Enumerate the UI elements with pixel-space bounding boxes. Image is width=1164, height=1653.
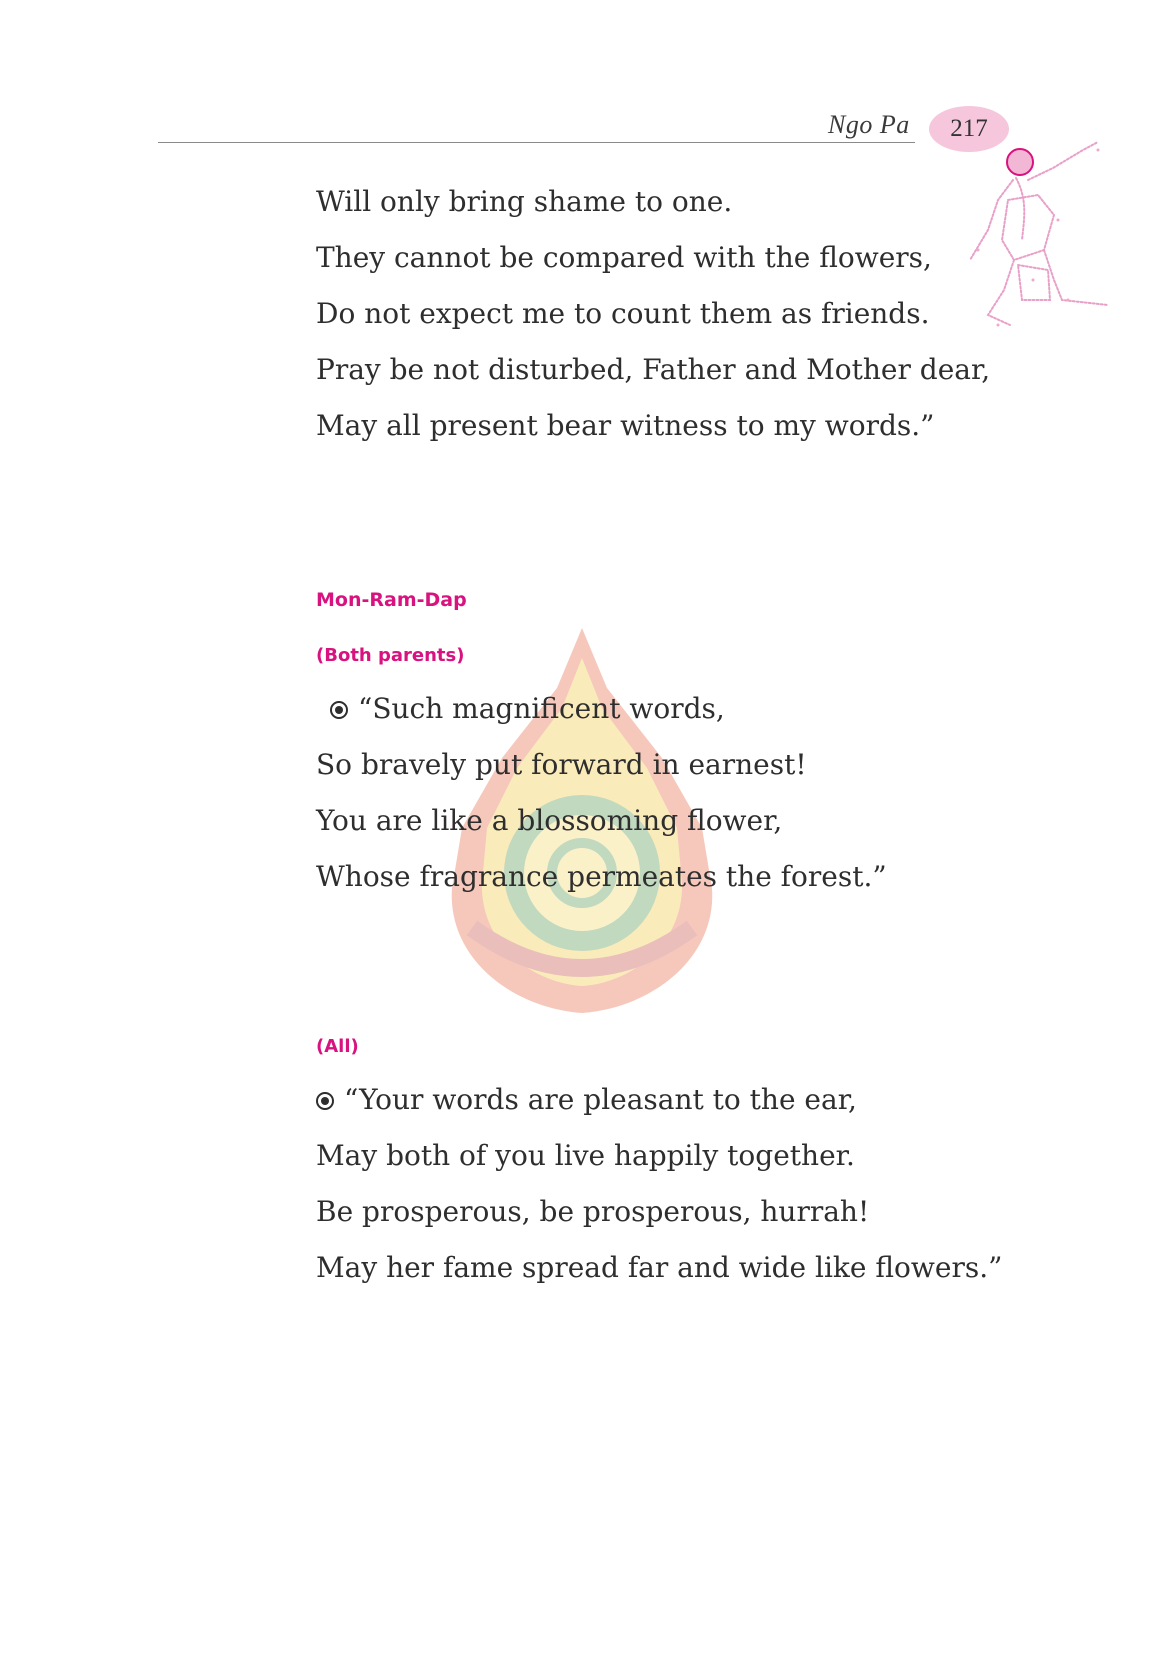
verse-line	[316, 1083, 857, 1117]
verse-line-text: “Such magnificent words,	[358, 692, 725, 725]
section-title: Mon-Ram-Dap	[316, 589, 467, 611]
speaker-label: (All)	[316, 1036, 359, 1057]
verse-line: May her fame spread far and wide like flowers.”	[316, 1251, 1003, 1284]
verse-line: Pray be not disturbed, Father and Mother dear,	[316, 353, 991, 386]
verse-line: Will only bring shame to one.	[316, 185, 733, 218]
page-number: 217	[950, 115, 988, 142]
bullet-icon	[330, 701, 348, 719]
verse-line: Do not expect me to count them as friends.	[316, 297, 930, 330]
bullet-icon	[316, 1092, 334, 1110]
dancer-illustration	[958, 140, 1118, 345]
verse-line: May both of you live happily together.	[316, 1139, 855, 1172]
header-rule	[158, 142, 915, 143]
verse-line-text: “Your words are pleasant to the ear,	[344, 1083, 857, 1116]
verse-line: May all present bear witness to my words.”	[316, 409, 935, 442]
verse-line: Be prosperous, be prosperous, hurrah!	[316, 1195, 870, 1228]
verse-line: Whose fragrance permeates the forest.”	[316, 860, 887, 893]
verse-line: You are like a blossoming flower,	[316, 804, 783, 837]
verse-line	[330, 692, 725, 726]
verse-line: They cannot be compared with the flowers,	[316, 241, 932, 274]
verse-line: So bravely put forward in earnest!	[316, 748, 807, 781]
running-title: Ngo Pa	[828, 110, 910, 139]
speaker-label: (Both parents)	[316, 645, 465, 666]
